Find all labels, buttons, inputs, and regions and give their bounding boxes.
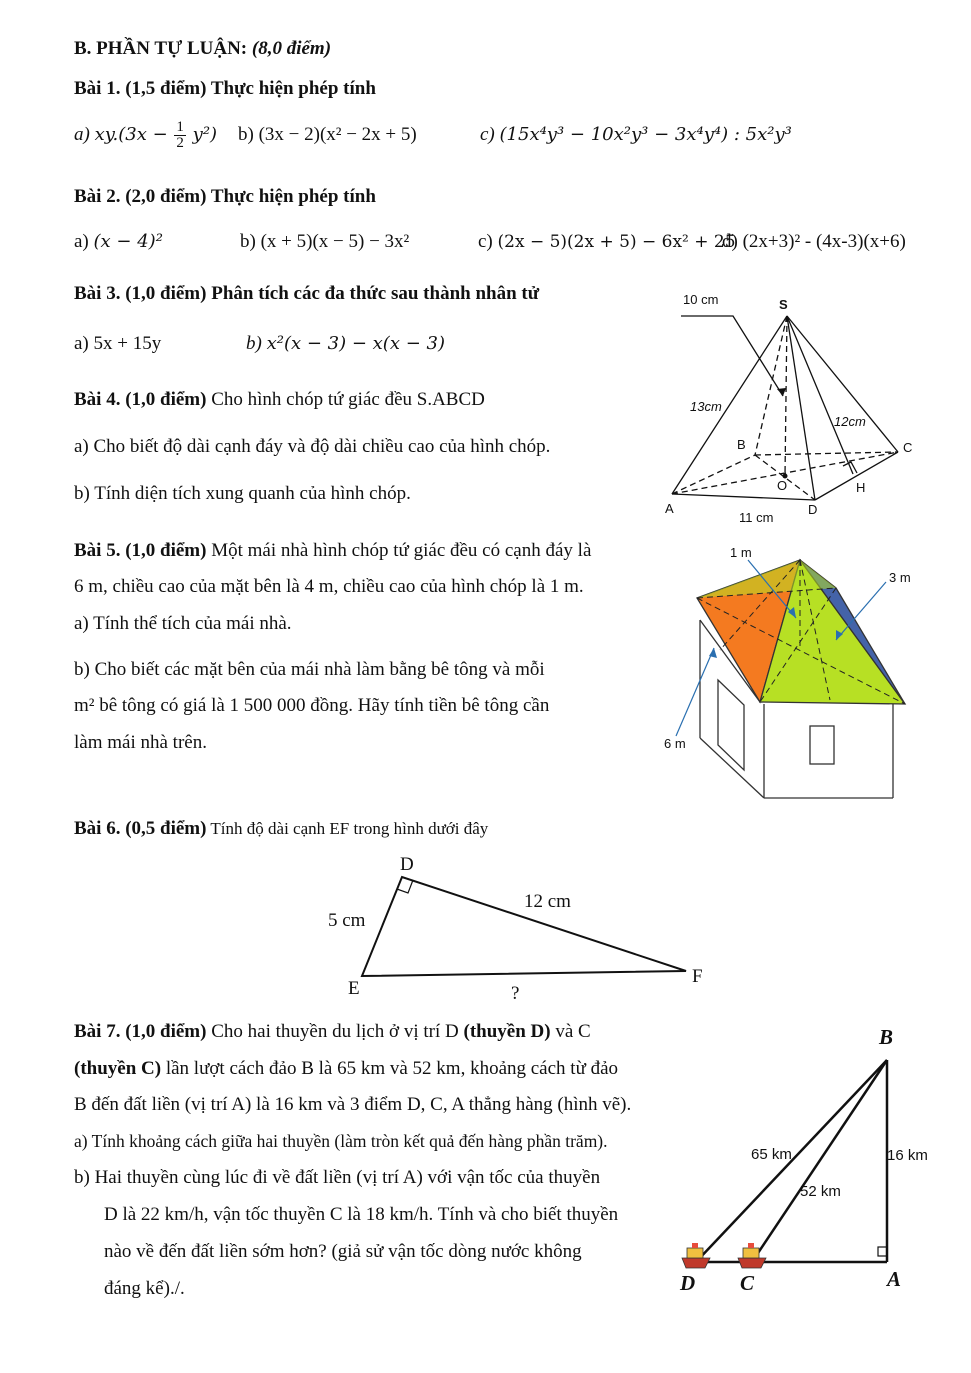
bai3-heading: Bài 3. (1,0 điểm) Phân tích các đa thức sau thành nhân tử (74, 283, 540, 304)
boat-B: B (879, 1025, 894, 1049)
boat-16km: 16 km (887, 1147, 928, 1164)
bai5-part-b1: b) Cho biết các mặt bên của mái nhà làm bằng bê tông và mỗi (74, 659, 545, 680)
bai3-b-label: b) (246, 333, 262, 354)
bai1-heading: Bài 1. (1,5 điểm) Thực hiện phép tính (74, 78, 376, 99)
bai1-c-expr: (15x⁴y³ − 10x²y³ − 3x⁴y⁴) : 5x²y³ (499, 124, 792, 145)
section-title-text: B. PHẦN TỰ LUẬN: (74, 38, 248, 59)
bai1-c-label: c) (480, 124, 495, 145)
tri-12cm: 12 cm (524, 891, 571, 912)
bai5-part-b2: m² bê tông có giá là 1 500 000 đồng. Hãy tính tiền bê tông cần (74, 695, 550, 716)
bai7-l1-end: và C (550, 1021, 591, 1042)
pyr-C: C (903, 440, 913, 455)
tri-E: E (348, 978, 360, 999)
bai7-part-b2: D là 22 km/h, vận tốc thuyền C là 18 km/h. Tính và cho biết thuyền (104, 1204, 619, 1225)
bai4-part-b: b) Tính diện tích xung quanh của hình chóp. (74, 483, 411, 504)
bai4-head-bold: Bài 4. (1,0 điểm) (74, 389, 207, 410)
bai4-head-rest: Cho hình chóp tứ giác đều S.ABCD (206, 389, 485, 410)
bai2-part-d: d) (2x+3)² - (4x-3)(x+6) (722, 231, 906, 252)
pyr-H: H (856, 480, 866, 495)
bai5-part-a: a) Tính thể tích của mái nhà. (74, 613, 292, 634)
pyr-S: S (779, 297, 788, 312)
bai1-a-post: y²) (192, 123, 218, 145)
bai3-part-a: a) 5x + 15y (74, 333, 162, 354)
bai1-part-b: b) (3x − 2)(x² − 2x + 5) (238, 124, 417, 145)
bai7-part-b1: b) Hai thuyền cùng lúc đi về đất liền (vị trí A) với vận tốc của thuyền (74, 1167, 601, 1188)
bai4-part-a: a) Cho biết độ dài cạnh đáy và độ dài chiều cao của hình chóp. (74, 436, 551, 457)
pyr-12cm: 12cm (834, 414, 866, 429)
pyr-A: A (665, 501, 674, 516)
section-points: (8,0 điểm) (251, 38, 332, 59)
bai7-head-bold: Bài 7. (1,0 điểm) (74, 1021, 207, 1042)
boat-D: D (680, 1271, 696, 1295)
bai6-head-bold: Bài 6. (0,5 điểm) (74, 818, 207, 839)
bai7-part-a: a) Tính khoảng cách giữa hai thuyền (làm tròn kết quả đến hàng phần trăm). (74, 1131, 608, 1151)
boat-d-icon (682, 1243, 710, 1268)
boat-65km: 65 km (751, 1146, 792, 1163)
boat-C: C (740, 1271, 755, 1295)
house-6m: 6 m (664, 736, 686, 751)
bai7-l2-rest: lần lượt cách đảo B là 65 km và 52 km, khoảng cách từ đảo (161, 1058, 619, 1079)
bai7-line3: B đến đất liền (vị trí A) là 16 km và 3 điểm D, C, A thẳng hàng (hình vẽ). (74, 1094, 632, 1115)
pyr-B: B (737, 437, 746, 452)
tri-F: F (692, 966, 703, 987)
bai5-head-rest: Một mái nhà hình chóp tứ giác đều có cạnh đáy là (206, 540, 592, 561)
frac-num: 1 (176, 119, 184, 135)
bai2-c-label: c) (478, 231, 493, 252)
bai5-part-b3: làm mái nhà trên. (74, 732, 207, 753)
pyr-O: O (777, 478, 788, 493)
tri-D: D (400, 854, 414, 875)
bai3-b-expr: x²(x − 3) − x(x − 3) (266, 333, 445, 354)
bai1-a-label: a) (74, 123, 90, 145)
house-3m: 3 m (889, 570, 911, 585)
bai7-part-b3: nào về đến đất liền sớm hơn? (giả sử vận tốc dòng nước không (104, 1241, 582, 1262)
boat-A: A (887, 1267, 902, 1291)
bai2-part-b: b) (x + 5)(x − 5) − 3x² (240, 231, 410, 252)
bai2-heading: Bài 2. (2,0 điểm) Thực hiện phép tính (74, 186, 376, 207)
boat-52km: 52 km (800, 1183, 841, 1200)
bai2-c-expr: (2x − 5)(2x + 5) − 6x² + 25 (497, 232, 736, 252)
bai7-l2-boatC: (thuyền C) (74, 1058, 162, 1079)
tri-question: ? (511, 983, 520, 1004)
bai5-line2: 6 m, chiều cao của mặt bên là 4 m, chiều cao của hình chóp là 1 m. (74, 576, 584, 597)
pyr-D: D (808, 502, 818, 517)
bai7-l1-rest: Cho hai thuyền du lịch ở vị trí D (206, 1021, 464, 1042)
bai2-a-expr: (x − 4)² (93, 231, 163, 252)
frac-den: 2 (176, 135, 184, 151)
bai5-head-bold: Bài 5. (1,0 điểm) (74, 540, 207, 561)
pyr-11cm: 11 cm (739, 510, 774, 525)
house-1m: 1 m (730, 545, 752, 560)
bai1-a-pre: xy.(3x − (94, 123, 168, 145)
bai2-a-label: a) (74, 231, 89, 252)
pyr-10cm: 10 cm (683, 292, 719, 307)
tri-5cm: 5 cm (328, 910, 366, 931)
bai6-head-rest: Tính độ dài cạnh EF trong hình dưới đây (206, 819, 489, 838)
bai7-part-b4: đáng kể)./. (104, 1278, 185, 1299)
bai7-l1-boatD: (thuyền D) (463, 1021, 551, 1042)
pyr-13cm: 13cm (690, 399, 722, 414)
